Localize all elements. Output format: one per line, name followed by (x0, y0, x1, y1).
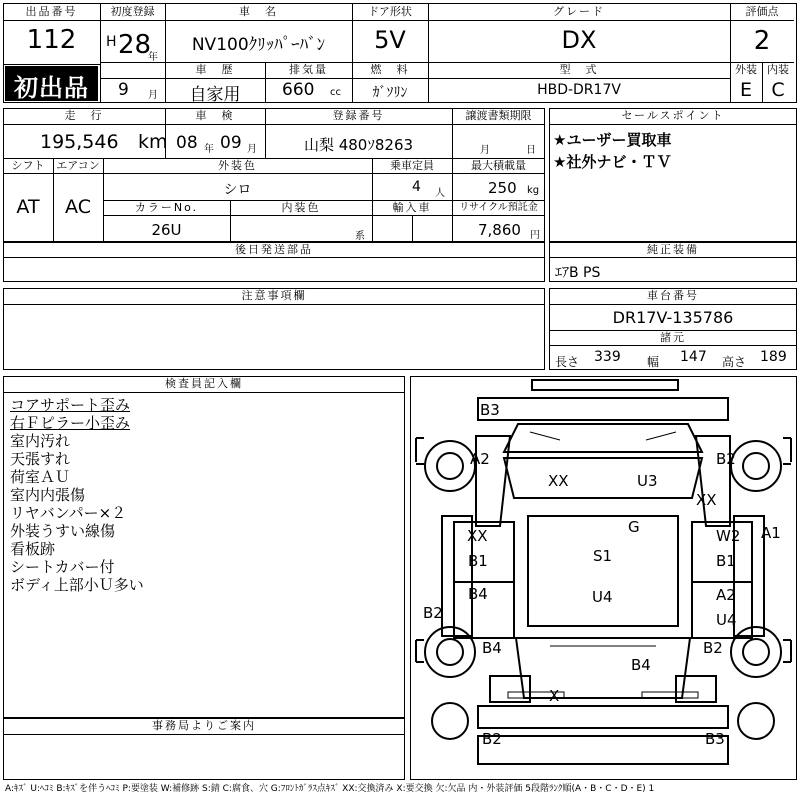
history-label: 車 歴 (195, 63, 235, 76)
displacement-unit: cc (330, 87, 341, 98)
ext-color-label: 外装色 (218, 159, 257, 172)
capacity-label: 乗車定員 (390, 159, 434, 172)
car-diagram (410, 376, 797, 780)
transfer-month-unit: 月 (480, 145, 490, 156)
door-type: 5V (374, 26, 406, 54)
legend: A:ｷｽﾞ U:ﾍｺﾐ B:ｷｽﾞを伴うﾍｺﾐ P:要塗装 W:補修跡 S:錆 C:腐食、穴 G:ﾌﾛﾝﾄｶﾞﾗｽ点ｷｽﾞ XX:交換済み X:要交換 欠:欠品 内・外装評価 5段階ﾗﾝｸ順(A・B・C・D・E) 1 (5, 784, 655, 794)
car-name-label: 車 名 (239, 5, 278, 18)
score: 2 (753, 26, 771, 56)
first-reg-label: 初度登録 (110, 5, 155, 18)
int-color-unit: 系 (355, 231, 365, 242)
damage-code: B2 (716, 450, 736, 468)
plate-label: 登録番号 (332, 109, 385, 122)
damage-code: A2 (470, 450, 490, 468)
length: 339 (594, 349, 621, 365)
note-item: 右Ｆピラー小歪み (10, 414, 131, 432)
mileage-label: 走 行 (64, 109, 104, 122)
note-item: 荷室ＡＵ (10, 468, 71, 486)
damage-code: B3 (480, 401, 500, 419)
first-listing-text: 初出品 (14, 74, 89, 102)
damage-code: A1 (761, 524, 781, 542)
first-reg-year: 28 (118, 30, 152, 60)
width: 147 (680, 349, 707, 365)
fuel-label: 燃 料 (370, 63, 410, 76)
max-load: 250 (488, 179, 517, 197)
transfer-day-unit: 日 (526, 145, 536, 156)
transfer-label: 譲渡書類期限 (465, 109, 532, 122)
damage-code: U4 (592, 588, 613, 606)
capacity-unit: 人 (435, 188, 445, 199)
month-unit: 月 (148, 90, 158, 101)
ext-grade-label: 外装 (735, 63, 757, 76)
damage-code: B4 (482, 639, 502, 657)
mileage: 195,546 (40, 131, 119, 153)
damage-code: B1 (716, 552, 736, 570)
plate-number: 山梨 480ｿ8263 (303, 136, 414, 154)
note-item: コアサポート歪み (10, 396, 131, 414)
damage-code: B2 (423, 604, 443, 622)
ext-color: シロ (223, 182, 252, 198)
first-reg-month: 9 (118, 80, 129, 100)
chassis-number: DR17V-135786 (612, 308, 734, 327)
lot-number: 112 (26, 25, 77, 55)
height: 189 (760, 349, 787, 365)
width-label: 幅 (647, 355, 660, 369)
insp-month-unit: 月 (247, 144, 257, 155)
inspector-label: 検査員記入欄 (165, 377, 243, 390)
door-label: ドア形状 (368, 5, 412, 18)
damage-code: XX (548, 472, 569, 490)
recycle-unit: 円 (530, 230, 540, 241)
air-conditioner: AC (65, 196, 91, 218)
year-unit: 年 (148, 52, 158, 63)
dimensions-label: 諸元 (660, 331, 686, 344)
recycle-fee: 7,860 (478, 221, 521, 239)
vehicle-info-frame (3, 108, 545, 242)
load-unit: kg (527, 185, 540, 196)
score-label: 評価点 (745, 5, 779, 18)
damage-code: U3 (637, 472, 658, 490)
load-label: 最大積載量 (471, 159, 526, 172)
displacement: 660 (282, 80, 315, 100)
note-item: 室内内張傷 (10, 486, 86, 504)
grade-label: グレード (553, 5, 605, 18)
chassis-label: 車台番号 (647, 289, 699, 302)
int-grade-label: 内装 (767, 63, 789, 76)
damage-code: B2 (482, 730, 502, 748)
lot-number-label: 出品番号 (25, 5, 78, 18)
capacity: 4 (412, 179, 421, 195)
ac-label: エアコン (56, 159, 100, 172)
grade: DX (561, 26, 597, 54)
damage-code: XX (467, 527, 488, 545)
damage-code: XX (696, 491, 717, 509)
sales-point-1: ★ユーザー買取車 (553, 131, 672, 149)
sales-point-2: ★社外ナビ・ＴＶ (553, 153, 672, 171)
note-item: 看板跡 (10, 540, 56, 558)
ext-grade: E (739, 79, 752, 101)
office-label: 事務局よりご案内 (152, 719, 256, 732)
recycle-label: リサイクル預託金 (459, 202, 538, 213)
damage-code: U4 (716, 611, 737, 629)
model-code: HBD-DR17V (537, 82, 621, 98)
damage-code: B3 (705, 730, 725, 748)
damage-code: B4 (468, 585, 488, 603)
later-parts-label: 後日発送部品 (235, 243, 313, 256)
displacement-label: 排気量 (289, 63, 328, 76)
inspection-label: 車 検 (195, 109, 235, 122)
color-no-label: カラーNo. (134, 201, 199, 214)
shift-label: シフト (11, 159, 45, 172)
fuel: ｶﾞｿﾘﾝ (372, 85, 408, 101)
note-item: ボディ上部小Ｕ多い (10, 576, 144, 594)
shift: AT (16, 196, 40, 218)
damage-code: B2 (703, 639, 723, 657)
int-color-label: 内装色 (281, 201, 321, 214)
sales-points-label: セールスポイント (621, 109, 725, 122)
int-grade: C (771, 79, 785, 101)
genuine-equipment: ｴｱB PS (555, 265, 601, 281)
damage-code: A2 (716, 586, 736, 604)
note-item: 室内汚れ (10, 432, 71, 450)
car-name: NV100ｸﾘｯﾊﾟｰﾊﾞﾝ (191, 35, 326, 55)
damage-code: W2 (716, 527, 741, 545)
model-label: 型 式 (559, 63, 599, 76)
length-label: 長さ (555, 355, 580, 369)
damage-code: B4 (631, 656, 651, 674)
note-item: 外装うすい線傷 (10, 522, 116, 540)
damage-code: X (549, 687, 560, 705)
note-item: 天張すれ (10, 450, 71, 468)
damage-code: B1 (468, 552, 488, 570)
genuine-label: 純正装備 (647, 243, 699, 256)
inspection-month: 09 (220, 133, 242, 153)
import-label: 輸入車 (392, 201, 432, 214)
first-reg-era: H (106, 34, 117, 50)
mileage-unit: km (138, 131, 168, 153)
damage-code: S1 (593, 547, 613, 565)
note-item: リヤバンパー×２ (10, 504, 127, 522)
height-label: 高さ (722, 355, 747, 369)
damage-code: G (628, 518, 640, 536)
color-number: 26U (151, 221, 182, 239)
caution-label: 注意事項欄 (241, 289, 307, 302)
insp-year-unit: 年 (204, 144, 214, 155)
inspector-notes (10, 396, 144, 594)
note-item: シートカバー付 (10, 558, 115, 576)
history: 自家用 (189, 85, 241, 105)
inspection-year: 08 (176, 133, 198, 153)
